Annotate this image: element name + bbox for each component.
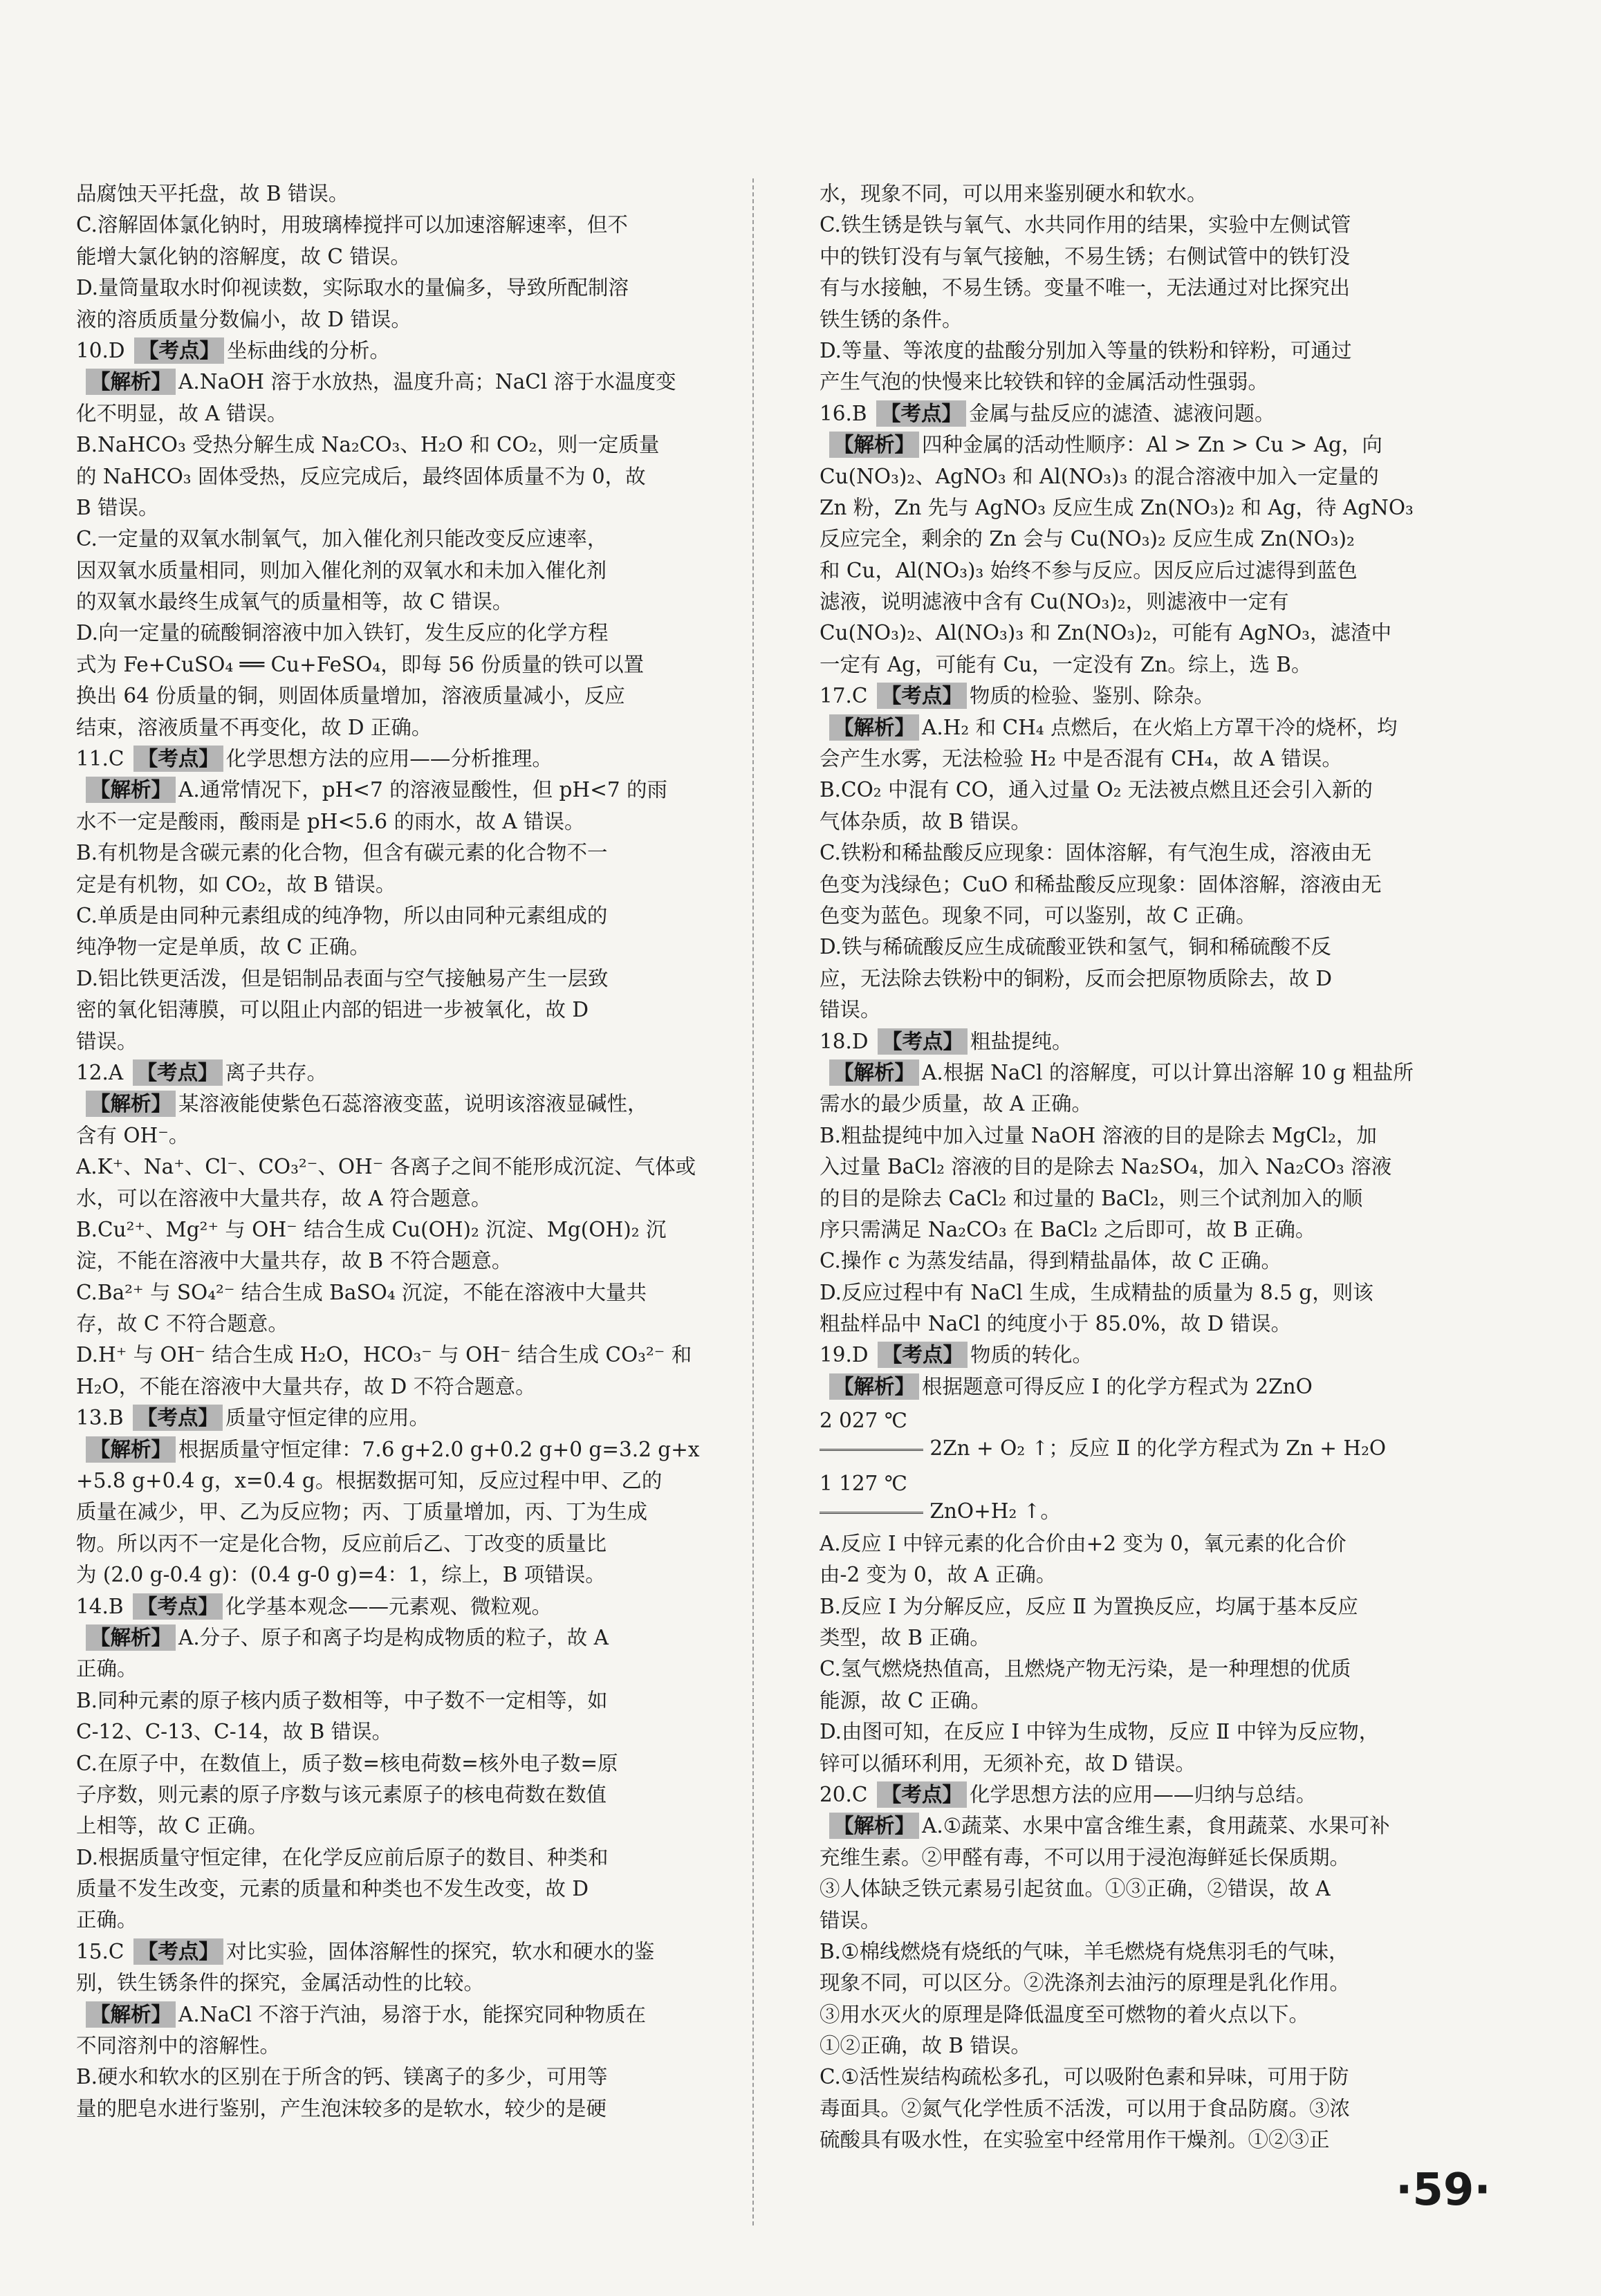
kaodian-tag: 【考点】 bbox=[134, 337, 224, 364]
text-line: B.Cu²⁺、Mg²⁺ 与 OH⁻ 结合生成 Cu(OH)₂ 沉淀、Mg(OH)₂ 沉 bbox=[76, 1217, 667, 1241]
answer-label: 19.D bbox=[820, 1343, 869, 1367]
text-line: B.硬水和软水的区别在于所含的钙、镁离子的多少，可用等 bbox=[76, 2065, 608, 2089]
text-line: 上相等，故 C 正确。 bbox=[76, 1814, 268, 1838]
text-line: 气体杂质，故 B 错误。 bbox=[820, 809, 1031, 833]
answer-label: 20.C bbox=[820, 1782, 868, 1806]
text-line: 不同溶剂中的溶解性。 bbox=[76, 2034, 281, 2058]
text-line: 淀，不能在溶液中大量共存，故 B 不符合题意。 bbox=[76, 1249, 512, 1273]
text-line: 存，故 C 不符合题意。 bbox=[76, 1312, 288, 1336]
text-line: 正确。 bbox=[76, 1657, 138, 1681]
analysis-text: 四种金属的活动性顺序：Al > Zn > Cu > Ag，向 bbox=[922, 433, 1382, 457]
jiexi-tag: 【解析】 bbox=[86, 2001, 176, 2028]
text-line: D.向一定量的硫酸铜溶液中加入铁钉，发生反应的化学方程 bbox=[76, 621, 609, 645]
answer-label: 13.B bbox=[76, 1406, 124, 1430]
text-line bbox=[76, 1999, 761, 2030]
text-line: D.H⁺ 与 OH⁻ 结合生成 H₂O，HCO₃⁻ 与 OH⁻ 结合生成 CO₃²⁻ 和 bbox=[76, 1343, 692, 1367]
text-line bbox=[820, 712, 1504, 743]
analysis-text: A.NaOH 溶于水放热，温度升高；NaCl 溶于水温度变 bbox=[178, 370, 676, 394]
text-line: 滤液，说明滤液中含有 Cu(NO₃)₂，则滤液中一定有 bbox=[820, 590, 1289, 614]
answer-label: 15.C bbox=[76, 1939, 124, 1963]
text-line: 纯净物一定是单质，故 C 正确。 bbox=[76, 935, 370, 959]
text-line: 能源，故 C 正确。 bbox=[820, 1688, 991, 1712]
text-line: 质量在减少，甲、乙为反应物；丙、丁质量增加，丙、丁为生成 bbox=[76, 1500, 648, 1524]
text-line bbox=[76, 1434, 761, 1465]
text-line: 现象不同，可以区分。②洗涤剂去油污的原理是乳化作用。 bbox=[820, 1971, 1351, 1995]
right-column bbox=[820, 178, 1504, 2156]
text-line: B.①棉线燃烧有烧纸的气味，羊毛燃烧有烧焦羽毛的气味， bbox=[820, 1939, 1349, 1963]
text-line: B.粗盐提纯中加入过量 NaOH 溶液的目的是除去 MgCl₂，加 bbox=[820, 1123, 1377, 1147]
jiexi-tag: 【解析】 bbox=[86, 777, 176, 803]
question-header-19 bbox=[820, 1340, 1504, 1371]
text-line: D.铁与稀硫酸反应生成硫酸亚铁和氢气，铜和稀硫酸不反 bbox=[820, 935, 1331, 959]
text-line: A.反应 Ⅰ 中锌元素的化合价由+2 变为 0，氧元素的化合价 bbox=[820, 1531, 1346, 1555]
text-line: C.①活性炭结构疏松多孔，可以吸附色素和异味，可用于防 bbox=[820, 2065, 1349, 2089]
text-line: H₂O，不能在溶液中大量共存，故 D 不符合题意。 bbox=[76, 1374, 536, 1398]
text-line bbox=[76, 775, 761, 806]
kaodian-tag: 【考点】 bbox=[133, 746, 223, 772]
kaodian-tag: 【考点】 bbox=[133, 1405, 223, 1431]
text-line: C.溶解固体氯化钠时，用玻璃棒搅拌可以加速溶解速率，但不 bbox=[76, 213, 628, 237]
text-line: ③人体缺乏铁元素易引起贫血。①③正确，②错误，故 A bbox=[820, 1877, 1331, 1901]
text-line: 别，铁生锈条件的探究，金属活动性的比较。 bbox=[76, 1971, 485, 1995]
text-line: 中的铁钉没有与氧气接触，不易生锈；右侧试管中的铁钉没 bbox=[820, 244, 1351, 268]
kaodian-tag: 【考点】 bbox=[133, 1059, 223, 1086]
text-line: C.操作 c 为蒸发结晶，得到精盐晶体，故 C 正确。 bbox=[820, 1249, 1281, 1273]
text-line: 反应完全，剩余的 Zn 会与 Cu(NO₃)₂ 反应生成 Zn(NO₃)₂ bbox=[820, 527, 1355, 551]
question-header-11 bbox=[76, 743, 761, 775]
kaodian-tag: 【考点】 bbox=[877, 1781, 967, 1808]
text-line: 由-2 变为 0，故 A 正确。 bbox=[820, 1563, 1057, 1587]
text-line: 错误。 bbox=[820, 998, 881, 1022]
text-line: 定是有机物，如 CO₂，故 B 错误。 bbox=[76, 872, 396, 896]
text-line: C.铁粉和稀盐酸反应现象：固体溶解，有气泡生成，溶液由无 bbox=[820, 841, 1371, 865]
text-line: B.同种元素的原子核内质子数相等，中子数不一定相等，如 bbox=[76, 1688, 608, 1712]
text-line: 正确。 bbox=[76, 1908, 138, 1932]
equation-1 bbox=[820, 1402, 1504, 1465]
question-header-14 bbox=[76, 1591, 761, 1622]
text-line: 充维生素。②甲醛有毒，不可以用于浸泡海鲜延长保质期。 bbox=[820, 1845, 1351, 1869]
text-line bbox=[76, 367, 761, 398]
text-line: 式为 Fe+CuSO₄ ══ Cu+FeSO₄，即每 56 份质量的铁可以置 bbox=[76, 652, 645, 676]
answer-label: 16.B bbox=[820, 401, 867, 425]
text-line: B.反应 Ⅰ 为分解反应，反应 Ⅱ 为置换反应，均属于基本反应 bbox=[820, 1594, 1358, 1618]
left-column bbox=[76, 178, 761, 2124]
text-line: ③用水灭火的原理是降低温度至可燃物的着火点以下。 bbox=[820, 2002, 1310, 2026]
text-line: D.反应过程中有 NaCl 生成，生成精盐的质量为 8.5 g，则该 bbox=[820, 1280, 1373, 1304]
jiexi-tag: 【解析】 bbox=[829, 1813, 919, 1839]
text-line: 为 (2.0 g-0.4 g)：(0.4 g-0 g)=4：1，综上，B 项错误。 bbox=[76, 1563, 606, 1587]
column-divider bbox=[752, 178, 754, 2225]
text-line bbox=[820, 1371, 1504, 1402]
text-line: C.在原子中，在数值上，质子数=核电荷数=核外电子数=原 bbox=[76, 1751, 618, 1775]
equation-line bbox=[820, 1433, 1386, 1464]
analysis-text: A.NaCl 不溶于汽油，易溶于水，能探究同种物质在 bbox=[178, 2002, 646, 2026]
analysis-text: 某溶液能使紫色石蕊溶液变蓝，说明该溶液显碱性， bbox=[178, 1092, 648, 1116]
text-line: C.铁生锈是铁与氧气、水共同作用的结果，实验中左侧试管 bbox=[820, 213, 1351, 237]
kaodian-text: 粗盐提纯。 bbox=[970, 1029, 1073, 1053]
answer-label: 10.D bbox=[76, 338, 125, 362]
text-line: 入过量 BaCl₂ 溶液的目的是除去 Na₂SO₄，加入 Na₂CO₃ 溶液 bbox=[820, 1155, 1392, 1179]
text-line: D.铝比铁更活泼，但是铝制品表面与空气接触易产生一层致 bbox=[76, 966, 609, 990]
text-line: 的 NaHCO₃ 固体受热，反应完成后，最终固体质量不为 0，故 bbox=[76, 464, 646, 488]
text-line bbox=[76, 1089, 761, 1120]
text-line: D.等量、等浓度的盐酸分别加入等量的铁粉和锌粉，可通过 bbox=[820, 338, 1352, 362]
text-line bbox=[76, 1622, 761, 1654]
jiexi-tag: 【解析】 bbox=[86, 1624, 176, 1651]
text-line: 的双氧水最终生成氧气的质量相等，故 C 错误。 bbox=[76, 590, 513, 614]
equation-text: 2Zn + O₂ ↑；反应 Ⅱ 的化学方程式为 Zn + H₂O bbox=[929, 1436, 1387, 1461]
text-line: 产生气泡的快慢来比较铁和锌的金属活动性强弱。 bbox=[820, 370, 1269, 394]
text-line: 子序数，则元素的原子序数与该元素原子的核电荷数在数值 bbox=[76, 1782, 607, 1806]
text-line: 锌可以循环利用，无须补充，故 D 错误。 bbox=[820, 1751, 1196, 1775]
text-line: 错误。 bbox=[820, 1908, 881, 1932]
text-line: 量的肥皂水进行鉴别，产生泡沫较多的是软水，较少的是硬 bbox=[76, 2096, 607, 2120]
jiexi-tag: 【解析】 bbox=[829, 714, 919, 741]
text-line: 换出 64 份质量的铜，则固体质量增加，溶液质量减小，反应 bbox=[76, 684, 625, 708]
text-line: B.有机物是含碳元素的化合物，但含有碳元素的化合物不一 bbox=[76, 841, 608, 865]
kaodian-tag: 【考点】 bbox=[878, 1028, 968, 1055]
jiexi-tag: 【解析】 bbox=[829, 1373, 919, 1400]
text-line: 硫酸具有吸水性，在实验室中经常用作干燥剂。①②③正 bbox=[820, 2128, 1330, 2152]
analysis-text: A.①蔬菜、水果中富含维生素，食用蔬菜、水果可补 bbox=[922, 1814, 1390, 1838]
text-line: D.根据质量守恒定律，在化学反应前后原子的数目、种类和 bbox=[76, 1845, 609, 1869]
analysis-text: A.根据 NaCl 的溶解度，可以计算出溶解 10 g 粗盐所 bbox=[922, 1060, 1414, 1084]
question-header-15 bbox=[76, 1936, 761, 1968]
text-line: C.一定量的双氧水制氧气，加入催化剂只能改变反应速率， bbox=[76, 527, 608, 551]
reaction-condition: 2 027 ℃ bbox=[820, 1409, 907, 1433]
question-header-17 bbox=[820, 681, 1504, 712]
page-number: ·59· bbox=[1396, 2165, 1491, 2216]
text-line: Cu(NO₃)₂、AgNO₃ 和 Al(NO₃)₃ 的混合溶液中加入一定量的 bbox=[820, 464, 1379, 488]
answer-label: 12.A bbox=[76, 1060, 124, 1084]
text-line: 需水的最少质量，故 A 正确。 bbox=[820, 1092, 1093, 1116]
answer-label: 17.C bbox=[820, 684, 868, 708]
kaodian-text: 化学思想方法的应用——归纳与总结。 bbox=[969, 1782, 1317, 1806]
answer-label: 18.D bbox=[820, 1029, 869, 1053]
kaodian-text: 坐标曲线的分析。 bbox=[226, 338, 390, 362]
text-line: 密的氧化铝薄膜，可以阻止内部的铝进一步被氧化，故 D bbox=[76, 998, 589, 1022]
jiexi-tag: 【解析】 bbox=[86, 1091, 176, 1117]
text-line: 结束，溶液质量不再变化，故 D 正确。 bbox=[76, 715, 432, 739]
text-line: 会产生水雾，无法检验 H₂ 中是否混有 CH₄，故 A 错误。 bbox=[820, 747, 1342, 771]
text-line: 水，可以在溶液中大量共存，故 A 符合题意。 bbox=[76, 1186, 492, 1210]
text-line bbox=[820, 1057, 1504, 1089]
text-line: 色变为浅绿色；CuO 和稀盐酸反应现象：固体溶解，溶液由无 bbox=[820, 872, 1382, 896]
kaodian-text: 金属与盐反应的滤渣、滤液问题。 bbox=[969, 401, 1275, 425]
jiexi-tag: 【解析】 bbox=[86, 1436, 176, 1463]
text-line: D.由图可知，在反应 Ⅰ 中锌为生成物，反应 Ⅱ 中锌为反应物， bbox=[820, 1720, 1380, 1744]
text-line: +5.8 g+0.4 g，x=0.4 g。根据数据可知，反应过程中甲、乙的 bbox=[76, 1469, 663, 1493]
kaodian-tag: 【考点】 bbox=[878, 1342, 968, 1368]
kaodian-tag: 【考点】 bbox=[876, 400, 966, 427]
kaodian-tag: 【考点】 bbox=[133, 1593, 223, 1620]
equation-2 bbox=[820, 1465, 1504, 1528]
text-line: 类型，故 B 正确。 bbox=[820, 1626, 990, 1649]
jiexi-tag: 【解析】 bbox=[829, 1059, 919, 1086]
text-line: 水不一定是酸雨，酸雨是 pH<5.6 的雨水，故 A 错误。 bbox=[76, 809, 585, 833]
kaodian-tag: 【考点】 bbox=[133, 1938, 223, 1965]
text-line: 质量不发生改变，元素的质量和种类也不发生改变，故 D bbox=[76, 1877, 589, 1901]
question-header-10 bbox=[76, 335, 761, 367]
text-line: B 错误。 bbox=[76, 495, 159, 519]
kaodian-text: 离子共存。 bbox=[225, 1060, 328, 1084]
reaction-arrow bbox=[820, 1512, 923, 1514]
text-line: 毒面具。②氮气化学性质不活泼，可以用于食品防腐。③浓 bbox=[820, 2096, 1351, 2120]
text-line: B.CO₂ 中混有 CO，通入过量 O₂ 无法被点燃且还会引入新的 bbox=[820, 778, 1373, 802]
text-line: 色变为蓝色。现象不同，可以鉴别，故 C 正确。 bbox=[820, 903, 1257, 927]
reaction-condition: 1 127 ℃ bbox=[820, 1472, 907, 1496]
equation-text: ZnO+H₂ ↑。 bbox=[929, 1499, 1061, 1524]
text-line: 品腐蚀天平托盘，故 B 错误。 bbox=[76, 182, 349, 205]
question-header-12 bbox=[76, 1057, 761, 1089]
text-line: 序只需满足 Na₂CO₃ 在 BaCl₂ 之后即可，故 B 正确。 bbox=[820, 1217, 1316, 1241]
kaodian-text: 物质的检验、鉴别、除杂。 bbox=[969, 684, 1214, 708]
text-line: 应，无法除去铁粉中的铜粉，反而会把原物质除去，故 D bbox=[820, 966, 1333, 990]
text-line: B.NaHCO₃ 受热分解生成 Na₂CO₃、H₂O 和 CO₂，则一定质量 bbox=[76, 433, 660, 457]
text-line bbox=[820, 429, 1504, 461]
text-line: 铁生锈的条件。 bbox=[820, 307, 963, 331]
text-line: 含有 OH⁻。 bbox=[76, 1123, 189, 1147]
analysis-text: 根据题意可得反应 Ⅰ 的化学方程式为 2ZnO bbox=[922, 1374, 1313, 1398]
equation-line bbox=[820, 1496, 1061, 1527]
text-line: Cu(NO₃)₂、Al(NO₃)₃ 和 Zn(NO₃)₂，可能有 AgNO₃，滤渣中 bbox=[820, 621, 1391, 645]
text-line: 能增大氯化钠的溶解度，故 C 错误。 bbox=[76, 244, 411, 268]
text-line: 一定有 Ag，可能有 Cu，一定没有 Zn。综上，选 B。 bbox=[820, 652, 1312, 676]
text-line: C-12、C-13、C-14，故 B 错误。 bbox=[76, 1720, 393, 1744]
jiexi-tag: 【解析】 bbox=[86, 369, 176, 395]
text-line: C.Ba²⁺ 与 SO₄²⁻ 结合生成 BaSO₄ 沉淀，不能在溶液中大量共 bbox=[76, 1280, 647, 1304]
text-line: ①②正确，故 B 错误。 bbox=[820, 2034, 1031, 2058]
question-header-13 bbox=[76, 1402, 761, 1434]
text-line: 错误。 bbox=[76, 1029, 138, 1053]
text-line: A.K⁺、Na⁺、Cl⁻、CO₃²⁻、OH⁻ 各离子之间不能形成沉淀、气体或 bbox=[76, 1155, 696, 1179]
text-line: 液的溶质质量分数偏小，故 D 错误。 bbox=[76, 307, 411, 331]
reaction-arrow bbox=[820, 1449, 923, 1451]
kaodian-text: 对比实验，固体溶解性的探究，软水和硬水的鉴 bbox=[225, 1939, 655, 1963]
kaodian-text: 质量守恒定律的应用。 bbox=[225, 1406, 430, 1430]
analysis-text: A.分子、原子和离子均是构成物质的粒子，故 A bbox=[178, 1625, 609, 1649]
kaodian-text: 化学基本观念——元素观、微粒观。 bbox=[225, 1594, 553, 1618]
answer-label: 14.B bbox=[76, 1594, 124, 1618]
kaodian-text: 物质的转化。 bbox=[970, 1343, 1093, 1367]
kaodian-tag: 【考点】 bbox=[877, 683, 967, 709]
question-header-18 bbox=[820, 1026, 1504, 1057]
answer-label: 11.C bbox=[76, 747, 124, 771]
question-header-20 bbox=[820, 1779, 1504, 1811]
text-line: 物。所以丙不一定是化合物，反应前后乙、丁改变的质量比 bbox=[76, 1531, 607, 1555]
jiexi-tag: 【解析】 bbox=[829, 432, 919, 458]
text-line: 化不明显，故 A 错误。 bbox=[76, 401, 288, 425]
text-line: 水，现象不同，可以用来鉴别硬水和软水。 bbox=[820, 182, 1207, 205]
text-line bbox=[820, 1811, 1504, 1842]
analysis-text: A.H₂ 和 CH₄ 点燃后，在火焰上方罩干冷的烧杯，均 bbox=[922, 715, 1398, 739]
kaodian-text: 化学思想方法的应用——分析推理。 bbox=[225, 747, 553, 771]
text-line: 因双氧水质量相同，则加入催化剂的双氧水和未加入催化剂 bbox=[76, 558, 607, 582]
question-header-16 bbox=[820, 398, 1504, 429]
text-line: Zn 粉，Zn 先与 AgNO₃ 反应生成 Zn(NO₃)₂ 和 Ag，待 AgNO₃ bbox=[820, 495, 1414, 519]
text-line: D.量筒量取水时仰视读数，实际取水的量偏多，导致所配制溶 bbox=[76, 276, 629, 300]
analysis-text: A.通常情况下，pH<7 的溶液显酸性，但 pH<7 的雨 bbox=[178, 778, 668, 802]
text-line: 有与水接触，不易生锈。变量不唯一，无法通过对比探究出 bbox=[820, 276, 1351, 300]
text-line: C.单质是由同种元素组成的纯净物，所以由同种元素组成的 bbox=[76, 903, 608, 927]
text-line: C.氢气燃烧热值高，且燃烧产物无污染，是一种理想的优质 bbox=[820, 1657, 1351, 1681]
analysis-text: 根据质量守恒定律：7.6 g+2.0 g+0.2 g+0 g=3.2 g+x bbox=[178, 1437, 700, 1461]
text-line: 粗盐样品中 NaCl 的纯度小于 85.0%，故 D 错误。 bbox=[820, 1312, 1292, 1336]
text-line: 和 Cu，Al(NO₃)₃ 始终不参与反应。因反应后过滤得到蓝色 bbox=[820, 558, 1358, 582]
text-line: 的目的是除去 CaCl₂ 和过量的 BaCl₂，则三个试剂加入的顺 bbox=[820, 1186, 1363, 1210]
